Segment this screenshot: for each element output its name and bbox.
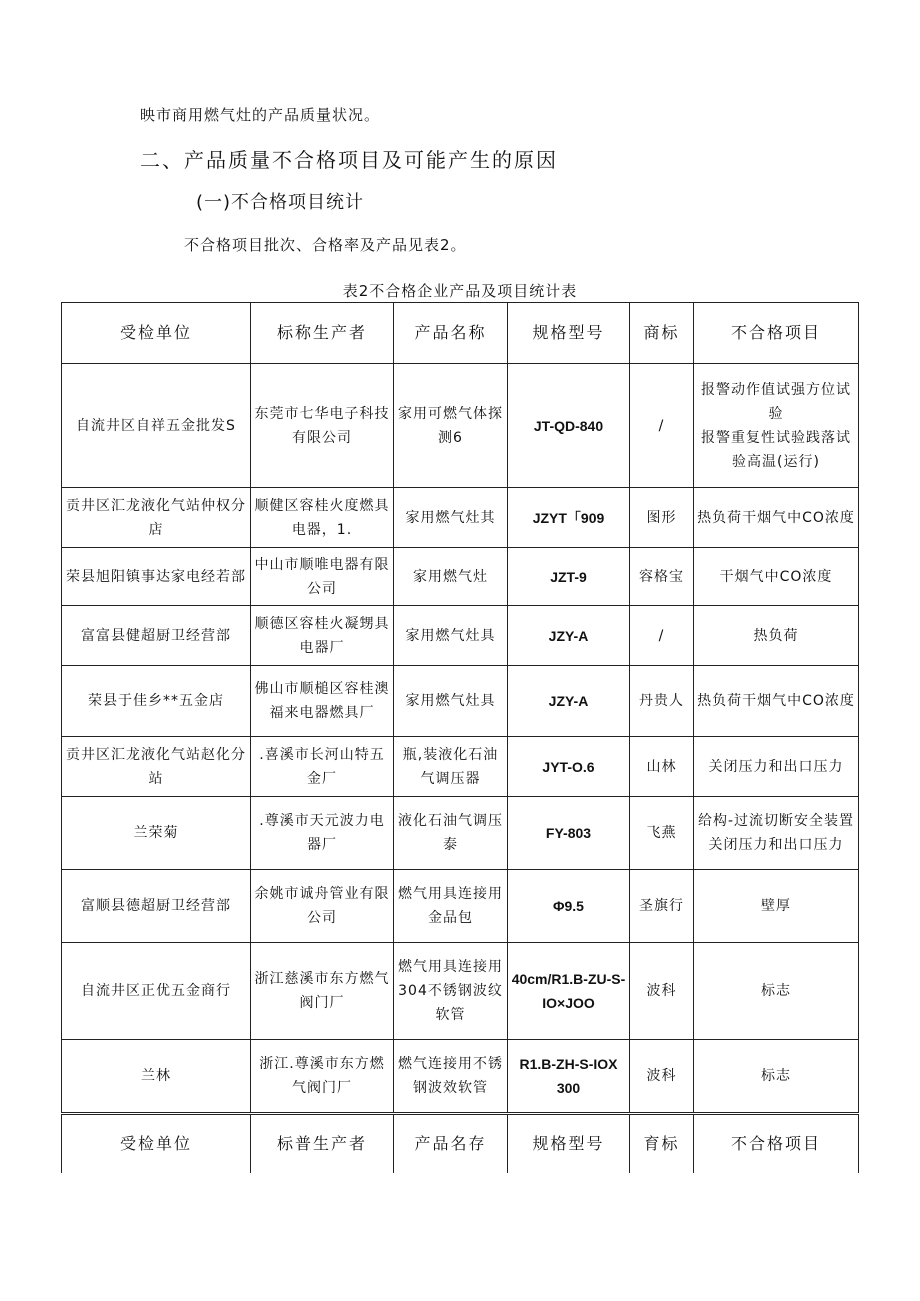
nonconforming-items-cell: 热负荷干烟气中CO浓度: [694, 666, 859, 737]
unit-cell: 自流井区自祥五金批发S: [62, 364, 251, 488]
model-cell: JZY-A: [508, 666, 630, 737]
nonconforming-items-cell: 干烟气中CO浓度: [694, 548, 859, 606]
nonconforming-items-cell: 标志: [694, 1040, 859, 1113]
nonconforming-items-cell: 报警动作值试强方位试验 报警重复性试验践落试验高温(运行): [694, 364, 859, 488]
table-row: [62, 606, 859, 666]
brand-cell: 丹贵人: [630, 666, 694, 737]
product-cell: 燃气连接用不锈钢波效软管: [394, 1040, 508, 1113]
header-cell: 规格型号: [508, 303, 630, 364]
table-row: [62, 737, 859, 797]
subsection-heading: (一)不合格项目统计: [196, 192, 365, 213]
model-cell: JT-QD-840: [508, 364, 630, 488]
repeat-header-row: [62, 1115, 859, 1173]
producer-cell: 中山市顺唯电器有限公司: [251, 548, 394, 606]
model-cell: FY-803: [508, 797, 630, 870]
product-cell: 燃气用具连接用金品包: [394, 870, 508, 943]
table-reference-paragraph: 不合格项目批次、合格率及产品见表2。: [184, 236, 467, 254]
producer-cell: .尊溪市天元波力电器厂: [251, 797, 394, 870]
header-cell: 标普生产者: [251, 1115, 394, 1173]
model-cell: Φ9.5: [508, 870, 630, 943]
table-row: [62, 797, 859, 870]
brand-cell: 圣旗行: [630, 870, 694, 943]
producer-cell: 佛山市顺槌区容桂澳福来电器燃具厂: [251, 666, 394, 737]
unit-cell: 荣县于佳乡**五金店: [62, 666, 251, 737]
intro-text-tail: 映市商用燃气灶的产品质量状况。: [140, 106, 381, 124]
model-cell: JZT-9: [508, 548, 630, 606]
header-cell: 受检单位: [62, 1115, 251, 1173]
product-cell: 燃气用具连接用304不锈钢波纹软管: [394, 943, 508, 1040]
unit-cell: 富顺县德超厨卫经营部: [62, 870, 251, 943]
nonconforming-items-cell: 壁厚: [694, 870, 859, 943]
nonconforming-items-cell: 热负荷干烟气中CO浓度: [694, 488, 859, 548]
producer-cell: 余姚市诚舟管业有限公司: [251, 870, 394, 943]
nonconforming-items-cell: 标志: [694, 943, 859, 1040]
nonconforming-products-table: [61, 302, 859, 1113]
table-row: [62, 488, 859, 548]
producer-cell: .喜溪市长河山特五金厂: [251, 737, 394, 797]
header-cell: 产品名存: [394, 1115, 508, 1173]
unit-cell: 兰林: [62, 1040, 251, 1113]
product-cell: 瓶,装液化石油气调压器: [394, 737, 508, 797]
brand-cell: 图形: [630, 488, 694, 548]
header-cell: 育标: [630, 1115, 694, 1173]
brand-cell: 山林: [630, 737, 694, 797]
model-cell: JZY-A: [508, 606, 630, 666]
header-cell: 商标: [630, 303, 694, 364]
repeated-header-table: [61, 1114, 859, 1173]
table-row: [62, 364, 859, 488]
model-cell: JYT-O.6: [508, 737, 630, 797]
model-cell: JZYT「909: [508, 488, 630, 548]
product-cell: 家用燃气灶具: [394, 666, 508, 737]
header-cell: 不合格项目: [694, 303, 859, 364]
unit-cell: 贡井区汇龙液化气站赵化分站: [62, 737, 251, 797]
table-row: [62, 1040, 859, 1113]
section-heading: 二、产品质量不合格项目及可能产生的原因: [140, 148, 558, 172]
model-cell: R1.B-ZH-S-IOX 300: [508, 1040, 630, 1113]
nonconforming-items-cell: 关闭压力和出口压力: [694, 737, 859, 797]
product-cell: 家用燃气灶具: [394, 606, 508, 666]
header-cell: 标称生产者: [251, 303, 394, 364]
unit-cell: 贡井区汇龙液化气站仲权分店: [62, 488, 251, 548]
product-cell: 家用燃气灶其: [394, 488, 508, 548]
unit-cell: 兰荣菊: [62, 797, 251, 870]
unit-cell: 富富县健超厨卫经营部: [62, 606, 251, 666]
table-row: [62, 870, 859, 943]
unit-cell: 自流井区正优五金商行: [62, 943, 251, 1040]
product-cell: 家用燃气灶: [394, 548, 508, 606]
header-cell: 不合格项目: [694, 1115, 859, 1173]
brand-cell: /: [630, 606, 694, 666]
producer-cell: 顺健区容桂火度燃具电器，1.: [251, 488, 394, 548]
producer-cell: 东莞市七华电子科技有限公司: [251, 364, 394, 488]
table-row: [62, 943, 859, 1040]
header-cell: 产品名称: [394, 303, 508, 364]
nonconforming-items-cell: 热负荷: [694, 606, 859, 666]
product-cell: 液化石油气调压泰: [394, 797, 508, 870]
unit-cell: 荣县旭阳镇事达家电经若部: [62, 548, 251, 606]
brand-cell: 波科: [630, 1040, 694, 1113]
producer-cell: 顺德区容桂火凝甥具电器厂: [251, 606, 394, 666]
nonconforming-items-cell: 给构-过流切断安全装置关闭压力和出口压力: [694, 797, 859, 870]
brand-cell: 飞燕: [630, 797, 694, 870]
header-cell: 受检单位: [62, 303, 251, 364]
product-cell: 家用可燃气体探测6: [394, 364, 508, 488]
table-row: [62, 548, 859, 606]
brand-cell: 波科: [630, 943, 694, 1040]
table-header-row: [62, 303, 859, 364]
table-row: [62, 666, 859, 737]
brand-cell: 容格宝: [630, 548, 694, 606]
producer-cell: 浙江慈溪市东方燃气阀门厂: [251, 943, 394, 1040]
model-cell: 40cm/R1.B-ZU-S-IO×JOO: [508, 943, 630, 1040]
header-cell: 规格型号: [508, 1115, 630, 1173]
producer-cell: 浙江.尊溪市东方燃气阀门厂: [251, 1040, 394, 1113]
brand-cell: /: [630, 364, 694, 488]
table-caption: 表2不合格企业产品及项目统计表: [342, 282, 578, 300]
